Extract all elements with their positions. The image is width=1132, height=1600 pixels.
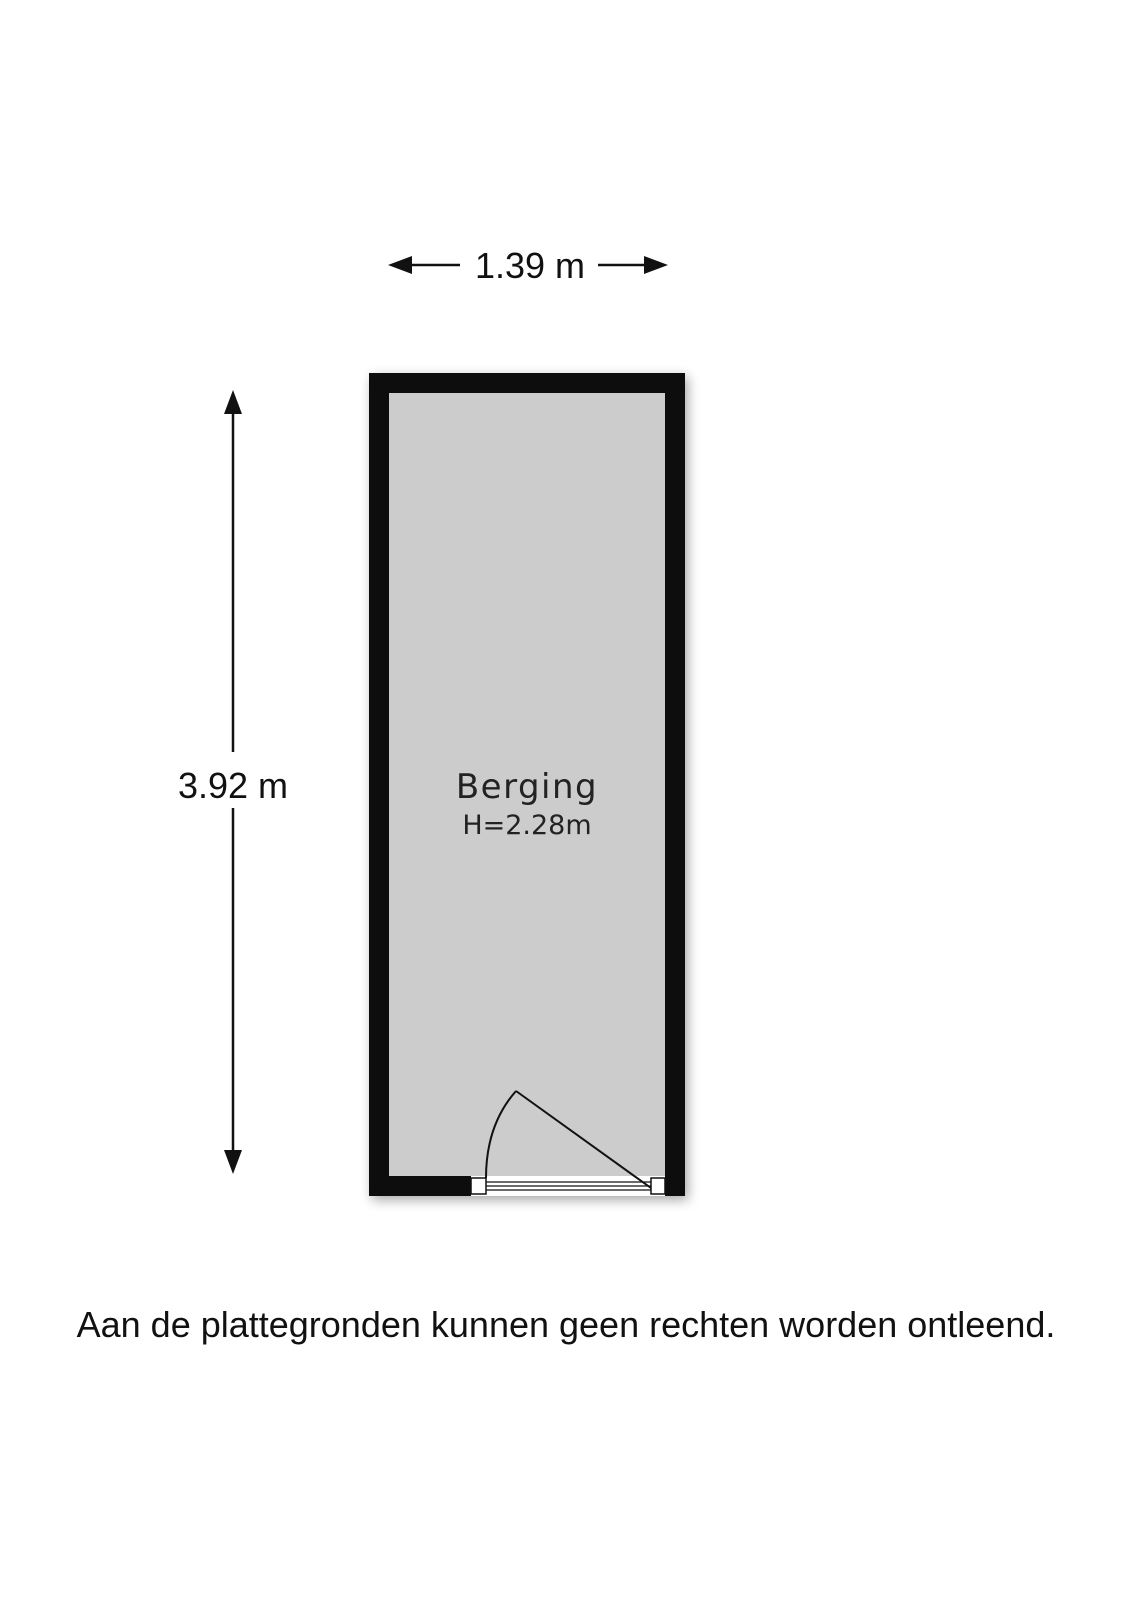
room-name: Berging [455, 767, 599, 807]
room-height: H=2.28m [462, 810, 592, 841]
door-jamb-right [651, 1178, 665, 1194]
width-arrow-left [388, 256, 412, 274]
length-dimension [178, 390, 288, 1174]
storage-room [369, 373, 685, 1196]
width-dimension-label: 1.39 m [474, 245, 586, 286]
length-arrow-top [224, 390, 242, 414]
width-dimension [388, 245, 668, 286]
disclaimer-text: Aan de plattegronden kunnen geen rechten worden ontleend. [76, 1304, 1056, 1345]
length-dimension-label: 3.92 m [177, 765, 289, 806]
width-arrow-right [644, 256, 668, 274]
length-arrow-bottom [224, 1150, 242, 1174]
door-jamb-left [471, 1178, 486, 1194]
